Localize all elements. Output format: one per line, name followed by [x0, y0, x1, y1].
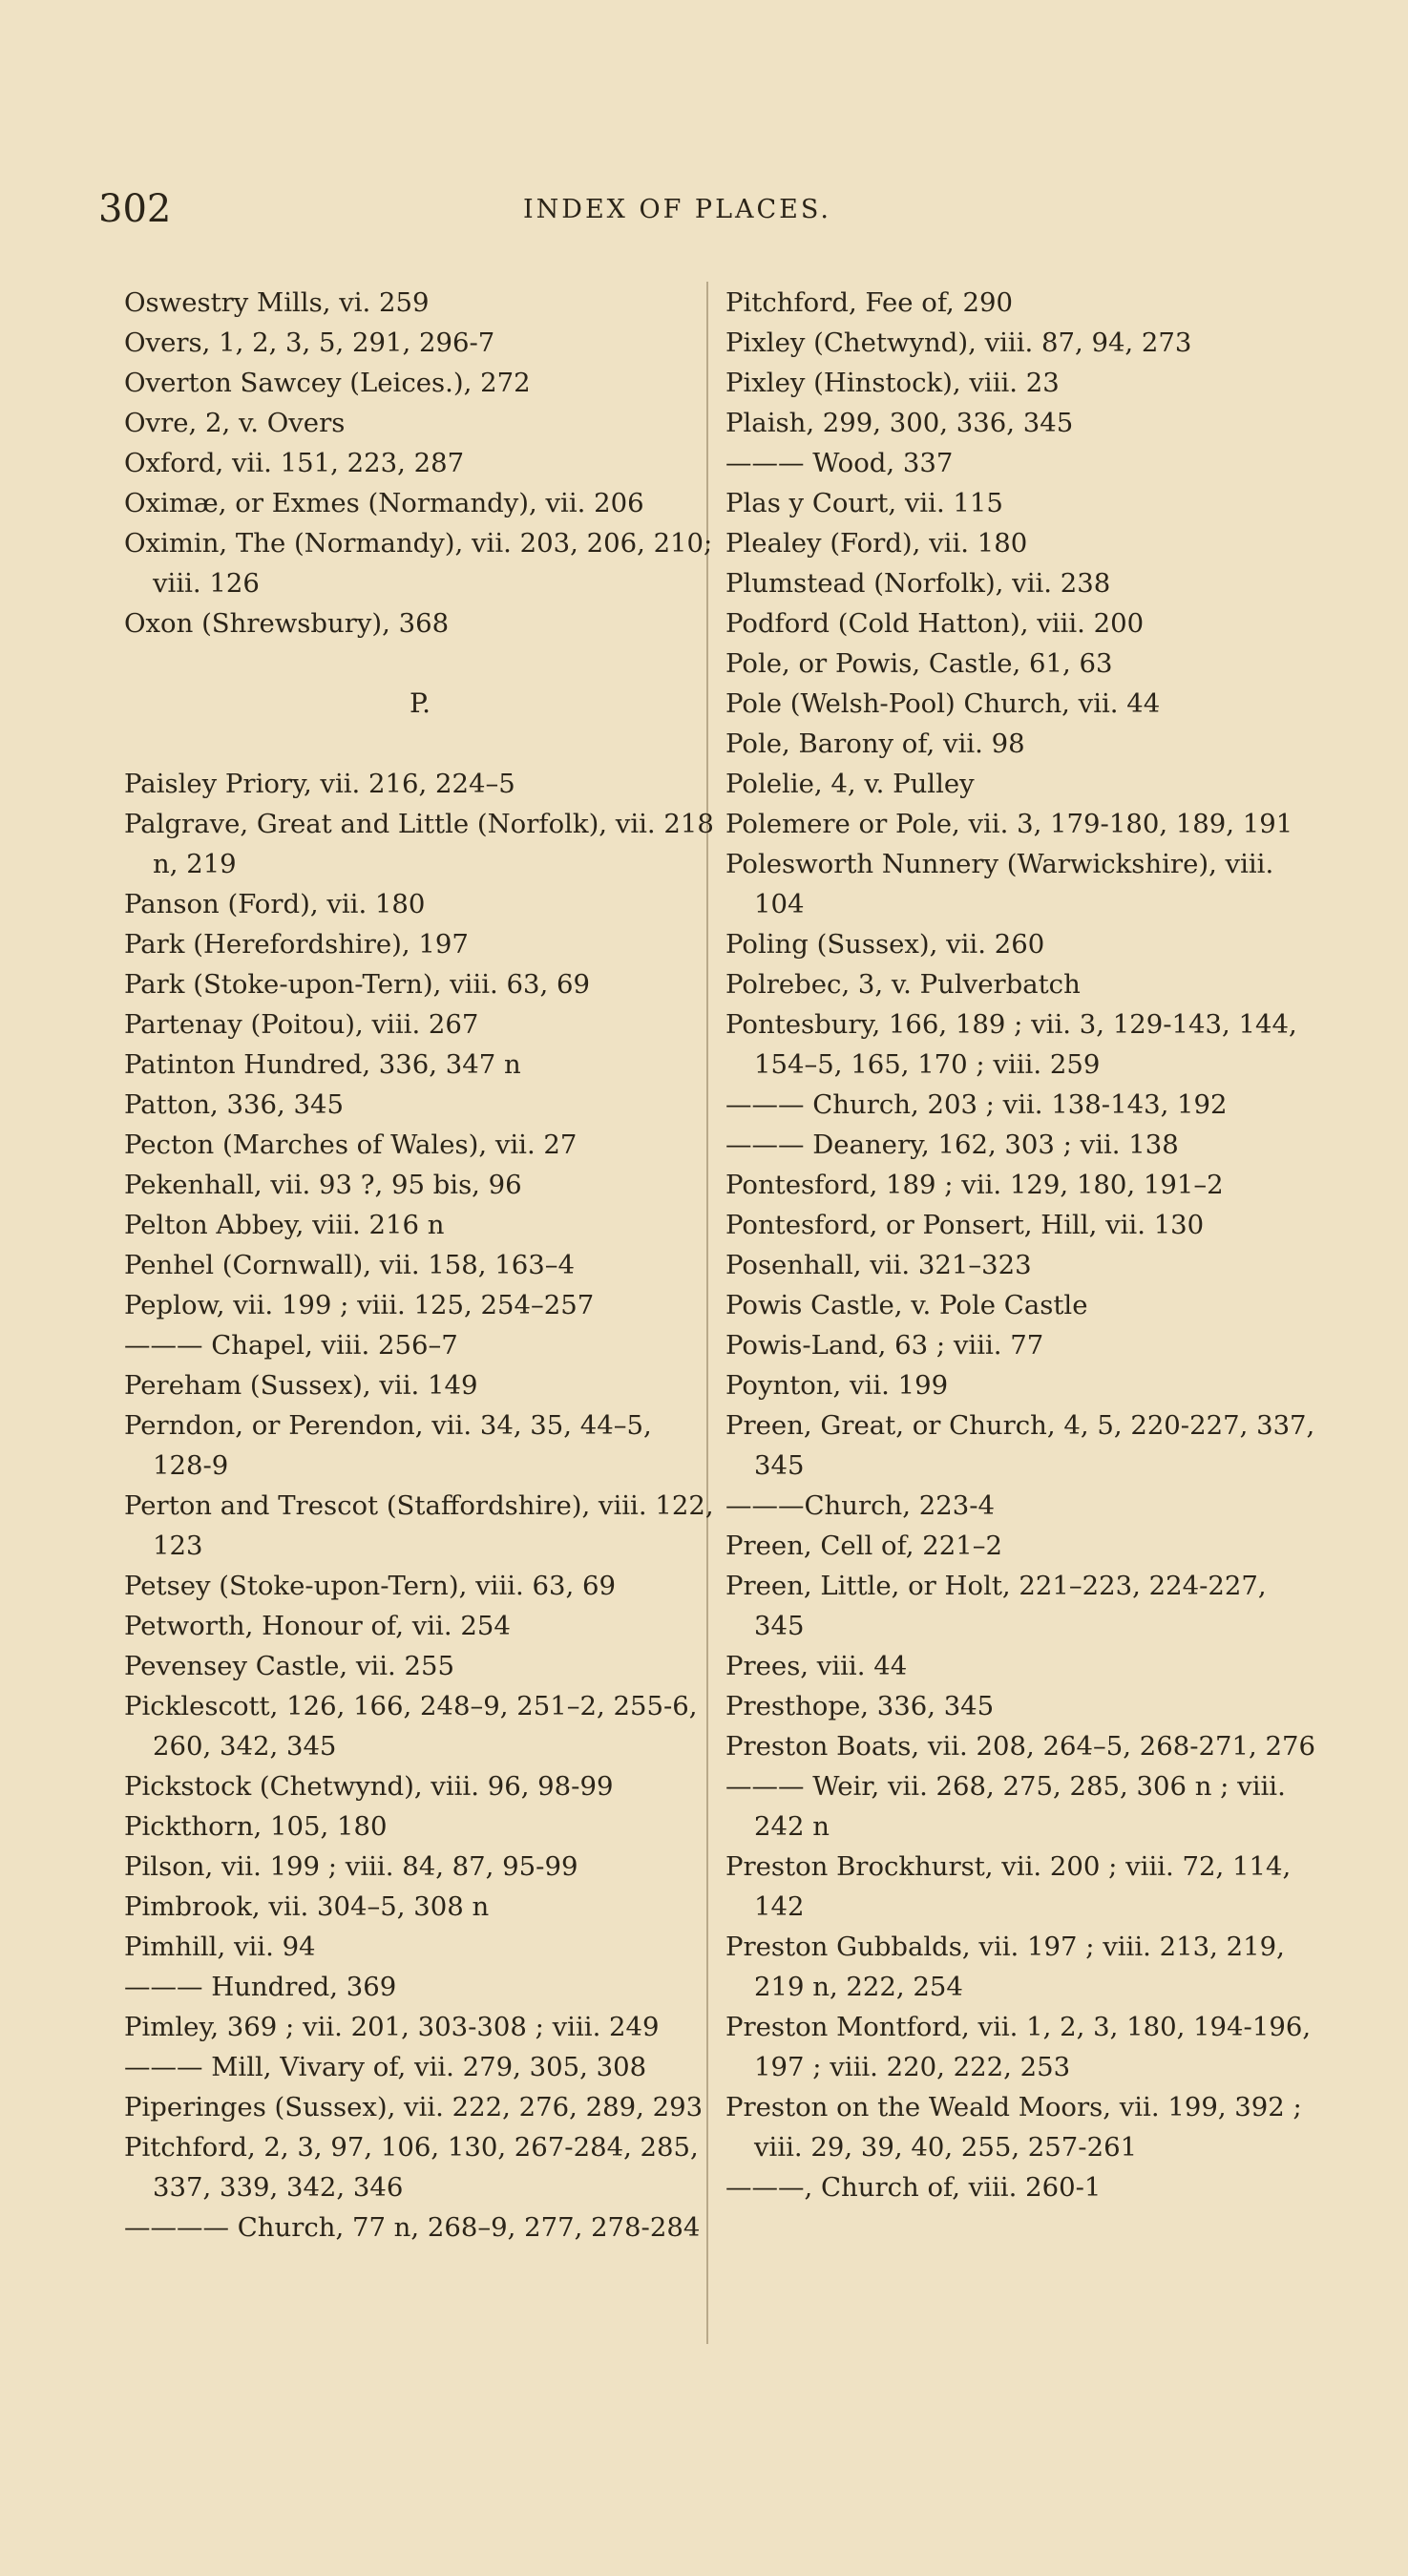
index-entry: Oswestry Mills, vi. 259	[124, 287, 430, 318]
index-entry: ———— Church, 77 n, 268–9, 277, 278-284	[124, 2212, 701, 2243]
index-entry: Pontesford, or Ponsert, Hill, vii. 130	[725, 1210, 1205, 1240]
index-entry: Panson (Ford), vii. 180	[124, 889, 426, 919]
index-entry: Oximin, The (Normandy), vii. 203, 206, 210; viii. 126	[124, 528, 713, 599]
index-entry: Plaish, 299, 300, 336, 345	[725, 408, 1074, 438]
index-entry: Preston on the Weald Moors, vii. 199, 392 ; viii. 29, 39, 40, 255, 257-261	[725, 2092, 1302, 2163]
index-entry: Polelie, 4, v. Pulley	[725, 769, 975, 799]
index-entry: Pole (Welsh-Pool) Church, vii. 44	[725, 688, 1161, 719]
index-entry: Pereham (Sussex), vii. 149	[124, 1370, 478, 1401]
index-entry: Oximæ, or Exmes (Normandy), vii. 206	[124, 488, 644, 518]
index-entry: Pole, Barony of, vii. 98	[725, 728, 1025, 759]
index-entry: Overton Sawcey (Leices.), 272	[124, 368, 531, 398]
index-entry: Pevensey Castle, vii. 255	[124, 1651, 454, 1681]
index-entry: Poling (Sussex), vii. 260	[725, 929, 1045, 960]
index-entry: Pixley (Chetwynd), viii. 87, 94, 273	[725, 327, 1192, 358]
index-entry: Penhel (Cornwall), vii. 158, 163–4	[124, 1250, 576, 1280]
index-entry: Polemere or Pole, vii. 3, 179-180, 189, 191	[725, 809, 1293, 839]
index-entry: ——— Chapel, viii. 256–7	[124, 1330, 458, 1361]
index-entry: Overs, 1, 2, 3, 5, 291, 296-7	[124, 327, 495, 358]
index-entry: Plumstead (Norfolk), vii. 238	[725, 568, 1111, 599]
index-entry: Pickthorn, 105, 180	[124, 1811, 388, 1842]
index-entry: Powis-Land, 63 ; viii. 77	[725, 1330, 1044, 1361]
index-entry: Ovre, 2, v. Overs	[124, 408, 346, 438]
index-entry: Polrebec, 3, v. Pulverbatch	[725, 969, 1081, 1000]
index-entry: ——— Deanery, 162, 303 ; vii. 138	[725, 1130, 1179, 1160]
index-entry: Polesworth Nunnery (Warwickshire), viii. 104	[725, 849, 1274, 919]
index-entry: Preen, Great, or Church, 4, 5, 220-227, 337, 345	[725, 1410, 1315, 1481]
index-entry: ———Church, 223-4	[725, 1490, 995, 1521]
index-entry: Pitchford, 2, 3, 97, 106, 130, 267-284, 285, 337, 339, 342, 346	[124, 2132, 699, 2203]
index-entry: Petsey (Stoke-upon-Tern), viii. 63, 69	[124, 1571, 616, 1601]
index-entry: Pontesbury, 166, 189 ; vii. 3, 129-143, 144, 154–5, 165, 170 ; viii. 259	[725, 1009, 1297, 1080]
index-entry: ——— Wood, 337	[725, 448, 954, 478]
index-entry: Preston Montford, vii. 1, 2, 3, 180, 194-196, 197 ; viii. 220, 222, 253	[725, 2012, 1312, 2082]
index-entry: Pimley, 369 ; vii. 201, 303-308 ; viii. 249	[124, 2012, 660, 2042]
index-entry: Peplow, vii. 199 ; viii. 125, 254–257	[124, 1290, 595, 1320]
index-entry: Oxon (Shrewsbury), 368	[124, 608, 450, 639]
index-entry: ———, Church of, viii. 260-1	[725, 2172, 1102, 2203]
index-entry: Pimbrook, vii. 304–5, 308 n	[124, 1891, 490, 1922]
index-entry: Preen, Little, or Holt, 221–223, 224-227, 345	[725, 1571, 1267, 1641]
index-entry: Poynton, vii. 199	[725, 1370, 949, 1401]
index-entry: Petworth, Honour of, vii. 254	[124, 1611, 511, 1641]
index-entry: Pelton Abbey, viii. 216 n	[124, 1210, 445, 1240]
index-entry: Pekenhall, vii. 93 ?, 95 bis, 96	[124, 1170, 522, 1200]
index-entry: Paisley Priory, vii. 216, 224–5	[124, 769, 515, 799]
page-header	[0, 187, 1408, 244]
right-column	[725, 283, 1317, 2207]
index-entry: Preston Brockhurst, vii. 200 ; viii. 72, 114, 142	[725, 1851, 1292, 1922]
index-entry: Piperinges (Sussex), vii. 222, 276, 289, 293	[124, 2092, 704, 2122]
index-entry: Oxford, vii. 151, 223, 287	[124, 448, 465, 478]
index-entry: ——— Weir, vii. 268, 275, 285, 306 n ; viii. 242 n	[725, 1771, 1286, 1842]
page-number: 302	[98, 187, 172, 231]
left-column	[124, 283, 716, 2248]
index-entry: ——— Mill, Vivary of, vii. 279, 305, 308	[124, 2052, 647, 2082]
index-entry: Presthope, 336, 345	[725, 1691, 995, 1721]
index-entry: Park (Herefordshire), 197	[124, 929, 469, 960]
index-entry: Pilson, vii. 199 ; viii. 84, 87, 95-99	[124, 1851, 578, 1882]
index-entry: Powis Castle, v. Pole Castle	[725, 1290, 1088, 1320]
index-entry: Park (Stoke-upon-Tern), viii. 63, 69	[124, 969, 590, 1000]
section-letter: P.	[409, 687, 431, 719]
index-entry: Pecton (Marches of Wales), vii. 27	[124, 1130, 578, 1160]
index-entry: Plealey (Ford), vii. 180	[725, 528, 1028, 559]
index-entry: Pitchford, Fee of, 290	[725, 287, 1014, 318]
index-entry: Pickstock (Chetwynd), viii. 96, 98-99	[124, 1771, 614, 1802]
index-entry: Pixley (Hinstock), viii. 23	[725, 368, 1060, 398]
index-entry: ——— Church, 203 ; vii. 138-143, 192	[725, 1089, 1228, 1120]
index-entry: Pontesford, 189 ; vii. 129, 180, 191–2	[725, 1170, 1224, 1200]
index-entry: Perndon, or Perendon, vii. 34, 35, 44–5, 128-9	[124, 1410, 652, 1481]
index-entry: Pole, or Powis, Castle, 61, 63	[725, 648, 1113, 679]
index-entry: Posenhall, vii. 321–323	[725, 1250, 1032, 1280]
index-entry: Palgrave, Great and Little (Norfolk), vii. 218 n, 219	[124, 809, 714, 879]
index-entry: Plas y Court, vii. 115	[725, 488, 1003, 518]
index-entry: Pimhill, vii. 94	[124, 1932, 316, 1962]
index-entry: Podford (Cold Hatton), viii. 200	[725, 608, 1145, 639]
index-entry: ——— Hundred, 369	[124, 1972, 397, 2002]
index-entry: Picklescott, 126, 166, 248–9, 251–2, 255-6, 260, 342, 345	[124, 1691, 698, 1762]
running-head: INDEX OF PLACES.	[523, 195, 831, 224]
index-entry: Preston Gubbalds, vii. 197 ; viii. 213, 219, 219 n, 222, 254	[725, 1932, 1285, 2002]
index-entry: Partenay (Poitou), viii. 267	[124, 1009, 479, 1040]
index-entry: Preston Boats, vii. 208, 264–5, 268-271, 276	[725, 1731, 1315, 1762]
index-entry: Preen, Cell of, 221–2	[725, 1531, 1003, 1561]
index-entry: Patinton Hundred, 336, 347 n	[124, 1049, 521, 1080]
index-entry: Perton and Trescot (Staffordshire), viii. 122, 123	[124, 1490, 714, 1561]
index-entry: Prees, viii. 44	[725, 1651, 908, 1681]
index-entry: Patton, 336, 345	[124, 1089, 344, 1120]
